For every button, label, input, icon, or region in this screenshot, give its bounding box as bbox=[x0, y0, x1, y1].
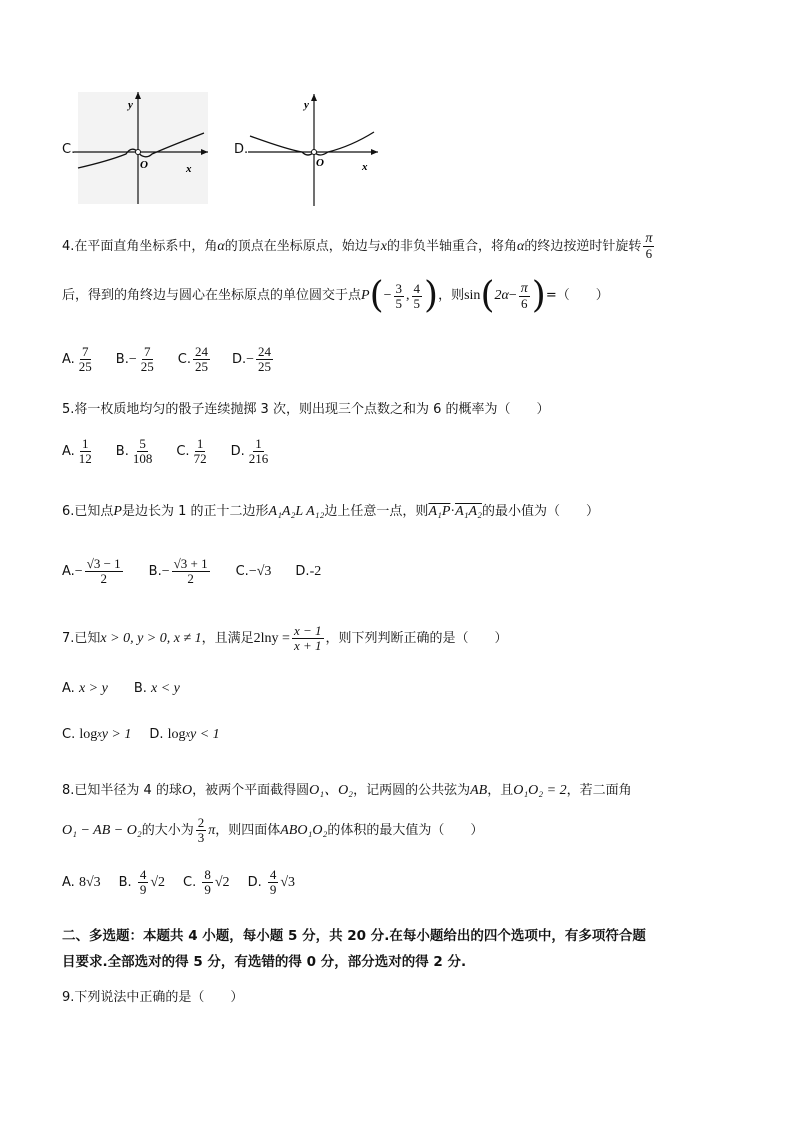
q8-options bbox=[62, 868, 315, 897]
q7-option-b[interactable]: B. x < y bbox=[133, 681, 180, 696]
q7-options-ab bbox=[62, 680, 200, 698]
q7-text: ，则下列判断正确的是（ ） bbox=[325, 630, 508, 646]
q8-pi: π bbox=[208, 822, 216, 838]
q8-text: 的大小为 bbox=[141, 822, 194, 838]
q6-option-a[interactable]: A. − $\frac{√3 - 1}{2}$ bbox=[62, 556, 121, 586]
q6-text: 是边长为 1 的正十二边形 bbox=[121, 504, 269, 519]
q4-point-p: P bbox=[361, 288, 370, 303]
q8-text: ，且 bbox=[487, 783, 514, 798]
q4-comma: , bbox=[406, 288, 410, 303]
q5-option-b[interactable]: B. $\frac{5}{108}$ bbox=[115, 436, 153, 466]
q4-paren-open: ( bbox=[369, 275, 384, 316]
q8-angle-fraction: $\frac{2}{3}$ bbox=[197, 815, 205, 845]
q6-polygon: A₁A₂L A₁₂ bbox=[268, 504, 325, 519]
q4-minus: − bbox=[383, 288, 392, 303]
q5-options bbox=[62, 437, 292, 466]
graph-c-label: C. bbox=[62, 142, 76, 157]
q5-text: 5.将一枚质地均匀的骰子连续抛掷 3 次，则出现三个点数之和为 6 的概率为（ ） bbox=[62, 402, 550, 417]
q7-option-d[interactable]: D. log x y < 1 bbox=[149, 727, 220, 742]
q4-option-a[interactable]: A. $\frac{7}{25}$ bbox=[62, 344, 92, 374]
q4-answer-blank: =（ ） bbox=[545, 288, 609, 303]
q4-option-d[interactable]: D. − $\frac{24}{25}$ bbox=[231, 344, 272, 374]
q4-pi-fraction: $\frac{\pi}{6}$ bbox=[520, 280, 528, 311]
q6-dot: · bbox=[450, 504, 456, 519]
q7-option-a[interactable]: A. x > y bbox=[62, 681, 108, 696]
q4-line2 bbox=[62, 275, 609, 316]
q4-paren-close: ) bbox=[424, 275, 439, 316]
q4-line1 bbox=[62, 232, 656, 261]
graph-c-x-label: x bbox=[186, 163, 192, 175]
q5-option-d[interactable]: D. $\frac{1}{216}$ bbox=[230, 436, 269, 466]
q8-text: 8.已知半径为 4 的球 bbox=[62, 783, 182, 798]
q4-two-alpha: 2α bbox=[494, 288, 509, 303]
q4-alpha: α bbox=[517, 238, 525, 254]
q4-text: 的非负半轴重合，将角 bbox=[387, 238, 518, 254]
q8-dihedral: O₁ − AB − O₂ bbox=[62, 822, 142, 838]
q4-paren-open: ( bbox=[480, 275, 495, 316]
q8-text: ，被两个平面截得圆 bbox=[192, 783, 310, 798]
q6-text: 边上任意一点，则 bbox=[324, 504, 429, 519]
q8-line1 bbox=[62, 782, 632, 800]
q4-rotation-fraction: $\frac{\pi}{6}$ bbox=[645, 231, 653, 261]
q6-option-c[interactable]: C. −√3 bbox=[235, 563, 272, 579]
q6-option-b[interactable]: B. − $\frac{√3 + 1}{2}$ bbox=[148, 556, 208, 586]
q4-x: x bbox=[380, 238, 387, 254]
graph-c-origin-label: O bbox=[140, 159, 148, 171]
q8-sphere-o: O bbox=[181, 783, 193, 798]
q6-point-p: P bbox=[113, 504, 122, 519]
graph-d-y-arrow bbox=[311, 94, 317, 101]
q4-text: 4.在平面直角坐标系中，角 bbox=[62, 238, 218, 254]
graph-d-origin-label: O bbox=[316, 157, 324, 169]
q4-minus: − bbox=[508, 288, 517, 303]
graph-d-origin-dot bbox=[312, 150, 317, 155]
q8-option-a[interactable]: A. 8√3 bbox=[62, 874, 101, 890]
graph-d-label: D. bbox=[234, 142, 249, 157]
graph-d bbox=[248, 92, 382, 206]
q7-options-cd bbox=[62, 726, 240, 744]
graph-c-bg bbox=[78, 92, 208, 204]
q8-option-d[interactable]: D. $\frac{4}{9}$ √3 bbox=[247, 867, 296, 897]
q8-option-b[interactable]: B. $\frac{4}{9}$ √2 bbox=[118, 867, 166, 897]
q7-condition: x > 0, y > 0, x ≠ 1 bbox=[100, 630, 202, 646]
q4-option-c[interactable]: C. $\frac{24}{25}$ bbox=[177, 344, 208, 374]
q8-text: ，记两圆的公共弦为 bbox=[353, 783, 471, 798]
q4-options bbox=[62, 345, 295, 374]
q6-option-d[interactable]: D. -2 bbox=[295, 563, 322, 579]
q6-vector-a1p: A₁P bbox=[428, 504, 451, 519]
q4-py-fraction: $\frac{4}{5}$ bbox=[413, 280, 421, 311]
q6-text: 6.已知点 bbox=[62, 504, 114, 519]
q4-text: 后，得到的角终边与圆心在坐标原点的单位圆交于点 bbox=[62, 288, 362, 303]
q8-o1o2: O₁O₂ = 2 bbox=[513, 783, 567, 798]
q8-text: ，则四面体 bbox=[215, 822, 281, 838]
graph-d-x-arrow bbox=[371, 149, 378, 155]
q6-vector-a1a2: A₁A₂ bbox=[455, 504, 482, 519]
q4-px-fraction: $\frac{3}{5}$ bbox=[395, 280, 403, 311]
q9-text: 9.下列说法中正确的是（ ） bbox=[62, 990, 244, 1005]
q8-line2 bbox=[62, 816, 483, 845]
q4-option-b[interactable]: B. − $\frac{7}{25}$ bbox=[115, 344, 154, 374]
graph-d-y-label: y bbox=[304, 99, 309, 111]
q8-circles: O₁、O₂ bbox=[309, 783, 354, 798]
q6-options bbox=[62, 557, 341, 586]
graph-c-origin-dot bbox=[136, 150, 141, 155]
q8-text: ，若二面角 bbox=[566, 783, 632, 798]
q5-option-c[interactable]: C. $\frac{1}{72}$ bbox=[176, 436, 207, 466]
q4-text: 的顶点在坐标原点，始边与 bbox=[224, 238, 381, 254]
graph-c bbox=[74, 88, 214, 208]
q8-tetrahedron: ABO₁O₂ bbox=[280, 822, 328, 838]
graph-c-y-label: y bbox=[128, 99, 133, 111]
q8-chord: AB bbox=[470, 783, 488, 798]
q8-option-c[interactable]: C. $\frac{8}{9}$ √2 bbox=[183, 867, 230, 897]
q4-text: 的终边按逆时针旋转 bbox=[524, 238, 642, 254]
section2-heading-line1: 二、多选题：本题共 4 小题，每小题 5 分，共 20 分.在每小题给出的四个选项中，有多项符合题 bbox=[62, 928, 646, 944]
q6-text: 的最小值为（ ） bbox=[481, 504, 599, 519]
q7-text: ，且满足 bbox=[201, 630, 254, 646]
q7-text: 7.已知 bbox=[62, 630, 101, 646]
q4-text: ，则 bbox=[438, 288, 465, 303]
q7-line bbox=[62, 624, 508, 653]
section2-heading-line2: 目要求.全部选对的得 5 分，有选错的得 0 分，部分选对的得 2 分. bbox=[62, 954, 467, 970]
q7-option-c[interactable]: C. log x y > 1 bbox=[62, 727, 132, 742]
q4-alpha: α bbox=[217, 238, 225, 254]
q4-sin: sin bbox=[464, 288, 481, 303]
q8-text: 的体积的最大值为（ ） bbox=[327, 822, 484, 838]
q4-paren-close: ) bbox=[531, 275, 546, 316]
q7-fraction: $\frac{x - 1}{x + 1}$ bbox=[293, 623, 322, 653]
q6-line bbox=[62, 503, 599, 521]
graph-d-x-label: x bbox=[362, 161, 368, 173]
q5-option-a[interactable]: A. $\frac{1}{12}$ bbox=[62, 436, 92, 466]
q7-lhs: 2lny = bbox=[253, 630, 290, 646]
